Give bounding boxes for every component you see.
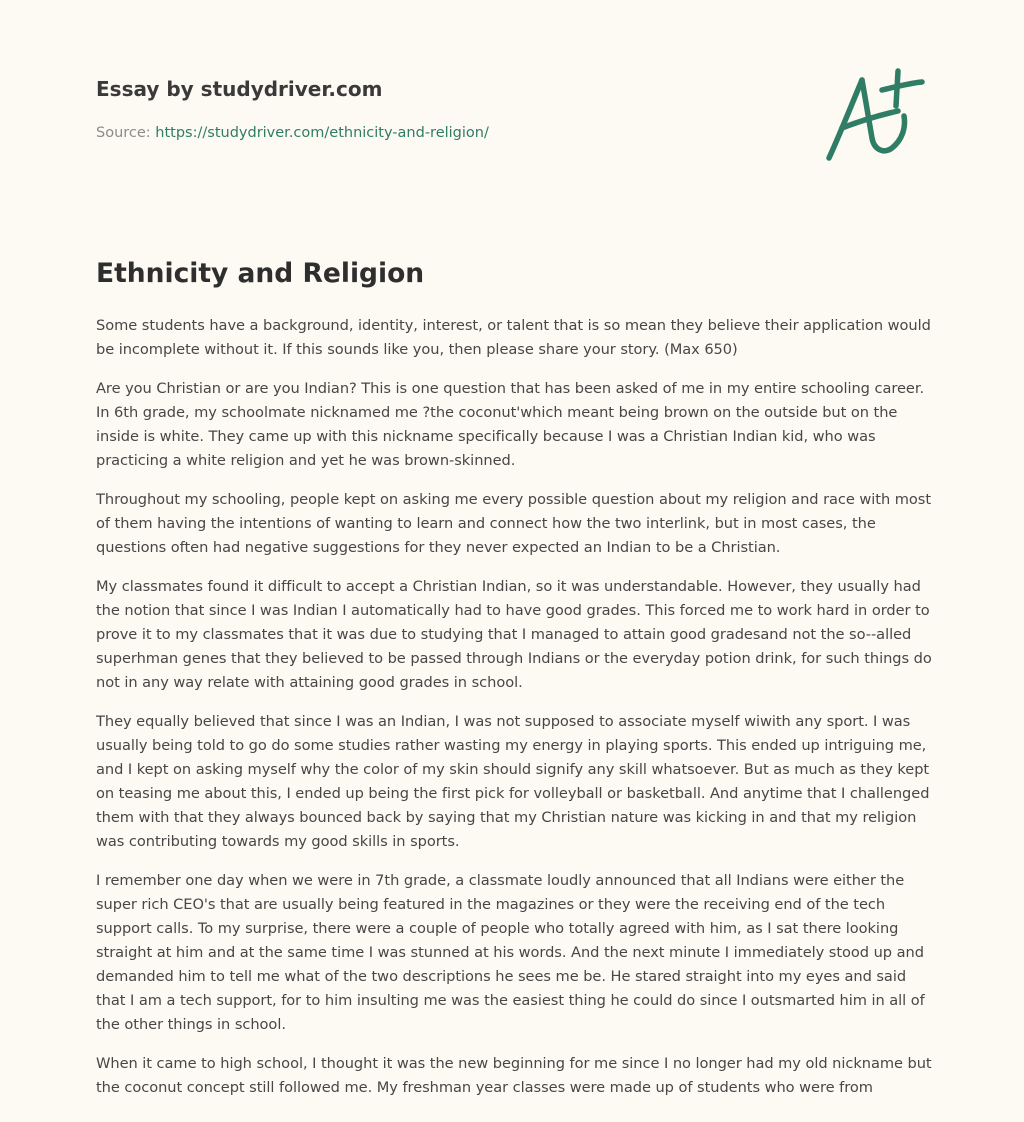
essay-paragraph: Some students have a background, identity, interest, or talent that is so mean they believe their application would be incomplete without it. If this sounds like you, then please share your story. (Max 650) <box>96 317 931 358</box>
essay-paragraph: They equally believed that since I was an Indian, I was not supposed to associate myself wiwith any sport. I was usually being told to go do some studies rather wasting my energy in playing sports. This ended up intriguing me, and I kept on asking myself why the color of my skin should signify any skill whatsoever. But as much as they kept on teasing me about this, I ended up being the first pick for volleyball or basketball. And anytime that I challenged them with that they always bounced back by saying that my Christian nature was kicking in and that my religion was contributing towards my good skills in sports. <box>96 713 930 850</box>
source-label: Source: <box>96 125 151 141</box>
essay-header <box>96 74 489 143</box>
essay-title: Ethnicity and Religion <box>96 258 425 289</box>
source-link[interactable]: https://studydriver.com/ethnicity-and-religion/ <box>155 125 489 141</box>
essay-body <box>96 314 934 1115</box>
essay-paragraph: When it came to high school, I thought it was the new beginning for me since I no longer had my old nickname but the coconut concept still followed me. My freshman year classes were made up of students who were from <box>96 1055 932 1096</box>
a-plus-logo-icon <box>820 66 930 166</box>
essay-paragraph: My classmates found it difficult to accept a Christian Indian, so it was understandable. However, they usually had the notion that since I was Indian I automatically had to have good grades. This forced me to work hard in order to prove it to my classmates that it was due to studying that I managed to attain good gradesand not the so--alled superhman genes that they believed to be passed through Indians or the everyday potion drink, for such things do not in any way relate with attaining good grades in school. <box>96 578 932 691</box>
source-line <box>96 123 489 143</box>
brand-title: Essay by studydriver.com <box>96 77 383 101</box>
essay-paragraph: Throughout my schooling, people kept on asking me every possible question about my religion and race with most of them having the intentions of wanting to learn and connect how the two interlink, but in most cases, the questions often had negative suggestions for they never expected an Indian to be a Christian. <box>96 491 932 556</box>
essay-paragraph: Are you Christian or are you Indian? This is one question that has been asked of me in my entire schooling career. In 6th grade, my schoolmate nicknamed me ?the coconut'which meant being brown on the outside but on the inside is white. They came up with this nickname specifically because I was a Christian Indian kid, who was practicing a white religion and yet he was brown-skinned. <box>96 380 925 469</box>
essay-paragraph: I remember one day when we were in 7th grade, a classmate loudly announced that all Indians were either the super rich CEO's that are usually being featured in the magazines or they were the receiving end of the tech support calls. To my surprise, there were a couple of people who totally agreed with him, as I sat there looking straight at him and at the same time I was stunned at his words. And the next minute I immediately stood up and demanded him to tell me what of the two descriptions he sees me be. He stared straight into my eyes and said that I am a tech support, for to him insulting me was the easiest thing he could do since I outsmarted him in all of the other things in school. <box>96 872 925 1033</box>
